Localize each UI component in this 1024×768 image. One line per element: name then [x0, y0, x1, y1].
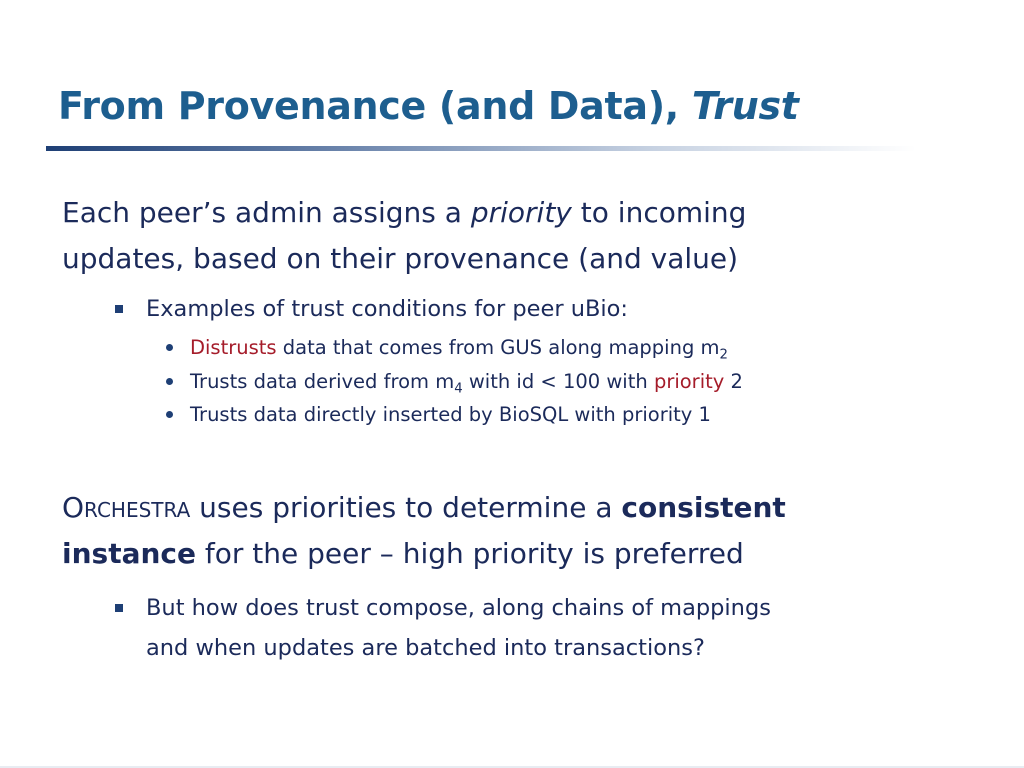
- sub-bullet-2-text-b: with id < 100 with: [462, 370, 654, 393]
- sub-bullet-2-text-c: 2: [724, 370, 743, 393]
- p2-instance-bold: instance: [62, 537, 196, 570]
- dot-bullet-icon: [166, 378, 173, 385]
- p1-text-a: Each peer’s admin assigns a: [62, 196, 471, 229]
- bullet-trust-compose-line-1: But how does trust compose, along chains of mappings: [146, 595, 771, 621]
- square-bullet-icon: [115, 604, 123, 612]
- paragraph-2-line-1: [62, 485, 786, 531]
- bullet-examples: Examples of trust conditions for peer uBio:: [146, 296, 629, 322]
- priority-keyword: priority: [653, 370, 725, 393]
- dot-bullet-icon: [166, 411, 173, 418]
- paragraph-1-line-2: updates, based on their provenance (and value): [62, 242, 739, 275]
- p2-consistent-bold: consistent: [621, 491, 786, 524]
- distrusts-keyword: Distrusts: [190, 336, 277, 359]
- sub-bullet-trusts-biosql: Trusts data directly inserted by BioSQL with priority 1: [190, 403, 711, 426]
- sub-bullet-trusts-derived: [190, 366, 743, 398]
- title-main: From Provenance (and Data),: [58, 84, 692, 128]
- orchestra-smallcaps: Orchestra: [62, 491, 191, 524]
- paragraph-2-line-2: [62, 531, 744, 577]
- sub-bullet-distrusts: [190, 332, 728, 364]
- title-underline: [46, 146, 916, 151]
- slide-title: [58, 84, 799, 128]
- mapping-subscript: 2: [719, 347, 728, 363]
- square-bullet-icon: [115, 305, 123, 313]
- p2-text-a: uses priorities to determine a: [190, 491, 622, 524]
- p1-priority-italic: priority: [470, 196, 572, 229]
- mapping-subscript: 4: [454, 381, 463, 397]
- title-emphasis: Trust: [691, 84, 799, 128]
- sub-bullet-2-text-a: Trusts data derived from m: [190, 370, 455, 393]
- sub-bullet-1-text: data that comes from GUS along mapping m: [276, 336, 720, 359]
- p2-text-rest: for the peer – high priority is preferred: [196, 537, 744, 570]
- bullet-trust-compose-line-2: and when updates are batched into transactions?: [146, 635, 705, 661]
- paragraph-1-line-1: [62, 190, 746, 236]
- p1-text-b: to incoming: [571, 196, 747, 229]
- dot-bullet-icon: [166, 344, 173, 351]
